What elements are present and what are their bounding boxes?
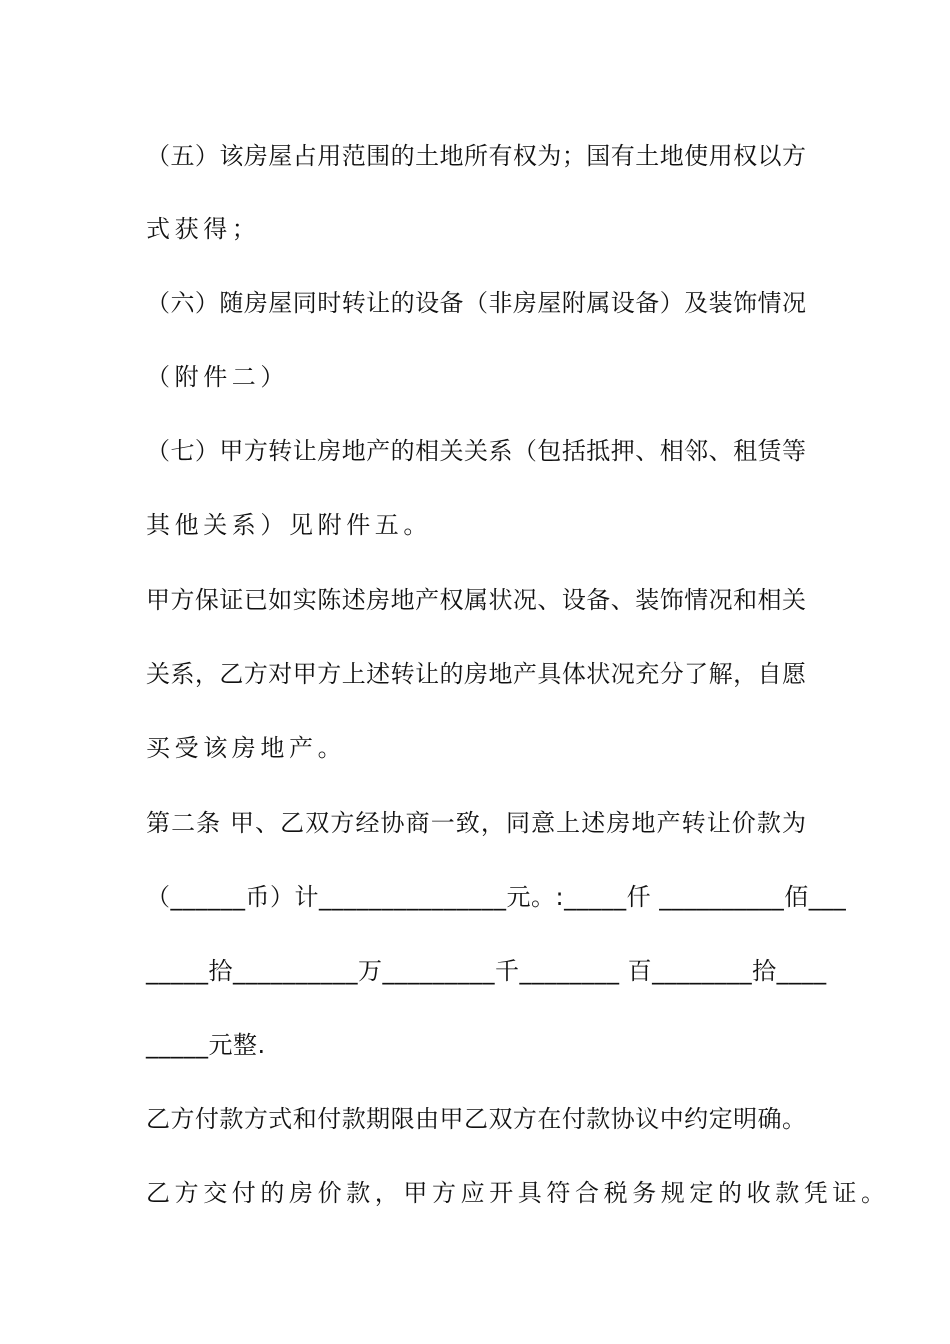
guarantee-line-2: 关系，乙方对甲方上述转让的房地产具体状况充分了解，自愿 bbox=[146, 660, 806, 688]
clause-6-line-2: （附件二） bbox=[146, 363, 289, 391]
guarantee-line-1: 甲方保证已如实陈述房地产权属状况、设备、装饰情况和相关 bbox=[146, 586, 806, 614]
clause-5-line-2: 式获得； bbox=[146, 215, 261, 243]
guarantee-line-3: 买受该房地产。 bbox=[146, 734, 347, 762]
article-2-line-1: 第二条 甲、乙双方经协商一致，同意上述房地产转让价款为 bbox=[146, 809, 806, 837]
clause-6-line-1: （六）随房屋同时转让的设备（非房屋附属设备）及装饰情况 bbox=[146, 289, 806, 317]
price-fill-line-2: _____拾__________万_________千________ 百________拾____ bbox=[146, 957, 827, 985]
payment-method-line: 乙方付款方式和付款期限由甲乙双方在付款协议中约定明确。 bbox=[146, 1105, 806, 1133]
price-fill-line-1: （______币）计_______________元。:_____仟 __________佰___ bbox=[146, 883, 847, 911]
clause-7-line-2: 其他关系）见附件五。 bbox=[146, 511, 432, 539]
clause-5-line-1: （五）该房屋占用范围的土地所有权为；国有土地使用权以方 bbox=[146, 142, 806, 170]
receipt-line: 乙方交付的房价款，甲方应开具符合税务规定的收款凭证。 bbox=[146, 1179, 890, 1207]
price-fill-line-3: _____元整. bbox=[146, 1031, 266, 1059]
clause-7-line-1: （七）甲方转让房地产的相关关系（包括抵押、相邻、租赁等 bbox=[146, 437, 806, 465]
